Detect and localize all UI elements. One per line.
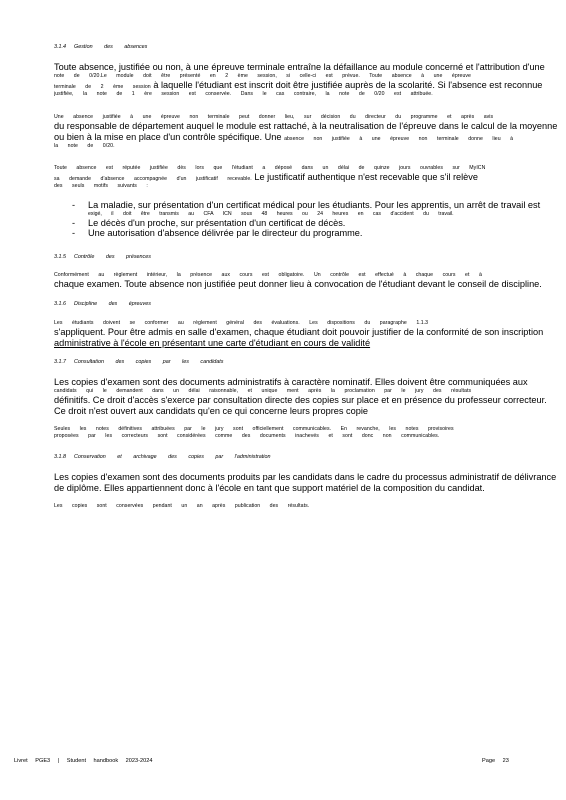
footer-left: Livret PGE3 | Student handbook 2023-2024 (14, 758, 153, 764)
paragraph-presence-control (54, 272, 560, 290)
section-heading-3-1-5: 3.1.5 Contrôle des présences (54, 254, 151, 260)
paragraph-discipline (54, 320, 560, 349)
paragraph-conservation (54, 472, 560, 494)
text-line: Conformément au règlement intérieur, la présence aux cours est obligatoire. Un contrôle est effectué à chaque cours et à (54, 272, 482, 278)
section-title: Gestion des absences (74, 44, 148, 50)
list-item: - Le décès d'un proche, sur présentation d'un certificat de décès. (72, 217, 346, 228)
text-line: Toute absence est réputée justifiée dès lors que l'étudiant a déposé dans un délai de quinze jours ouvrables sur MyICN (54, 165, 486, 171)
text-line: Le justificatif authentique n'est recevable que s'il relève (254, 172, 478, 182)
text-line: définitifs. Ce droit d'accès s'exerce par consultation directe des copies sur place et en présence du professeur correcteur. (54, 395, 547, 405)
text-line: du responsable de département auquel le module est rattaché, à la neutralisation de l'épreuve dans le calcul de la moyenne (54, 121, 558, 131)
text-line: la note de 0/20. (54, 143, 115, 149)
text-line: Une absence justifiée à une épreuve non terminale peut donner lieu, sur décision du directeur du programme et après avis (54, 114, 494, 120)
text-line: terminale de 2 ème session (54, 84, 151, 90)
section-heading-3-1-4 (54, 44, 560, 50)
paragraph-justified-absence (54, 114, 560, 150)
section-heading-3-1-7: 3.1.7 Consultation des copies par les candidats (54, 359, 224, 365)
paragraph-absences (54, 62, 560, 98)
section-heading-3-1-8: 3.1.8 Conservation et archivage des copies par l'administration (54, 454, 271, 460)
justification-list (62, 200, 560, 239)
text-line: absence non justifiée à une épreuve non terminale donne lieu à (284, 136, 514, 142)
paragraph-provisional-grades (54, 426, 560, 440)
text-line: administrative à l'école en présentant une carte d'étudiant en cours de validité (54, 338, 371, 348)
paragraph-exam-copies (54, 377, 560, 417)
text-line: ou bien à la mise en place d'un contrôle spécifique. Une (54, 132, 285, 142)
section-number: 3.1.4 (54, 44, 66, 50)
list-item: - Une autorisation d'absence délivrée par le directeur du programme. (72, 228, 363, 238)
text-line: justifiée, la note de 1 ère session est conservée. Dans le cas contraire, la note de 0/20 est attribuée. (54, 91, 433, 97)
paragraph-destruction (54, 503, 560, 510)
text-line: candidats qui le demandent dans un délai raisonnable, et unique ment après la proclamation par le jury des résultats (54, 388, 472, 394)
text-line: note de 0/20.Le module doit être présenté en 2 ème session, si celle-ci est prévue. Toute absence à une épreuve (54, 73, 471, 79)
text-line: s'appliquent. Pour être admis en salle d'examen, chaque étudiant doit pouvoir justifier de la conformité de son inscription (54, 327, 544, 337)
text-line: Les copies d'examen sont des documents administratifs à caractère nominatif. Elles doivent être communiquées aux (54, 377, 528, 387)
text-line: des seuls motifs suivants : (54, 183, 148, 189)
text-line: proposées par les correcteurs sont considérées comme des documents inachevés et sont donc non communicables. (54, 433, 440, 439)
section-heading-3-1-6: 3.1.6 Discipline des épreuves (54, 301, 151, 307)
text-line: Toute absence, justifiée ou non, à une épreuve terminale entraîne la défaillance au module concerné et l'attribution d'une (54, 62, 545, 72)
list-item: - La maladie, sur présentation d'un certificat médical pour les étudiants. Pour les apprentis, un arrêt de travail est exigé, il doit être transmis au CFA ICN sous 48 heures ou 24 heures en cas d'accident du travail. (72, 200, 541, 217)
text-line: chaque examen. Toute absence non justifiée peut donner lieu à convocation de l'étudiant devant le conseil de discipline. (54, 279, 542, 289)
page-number: Page 23 (482, 758, 509, 764)
text-line: à laquelle l'étudiant est inscrit doit être justifiée auprès de la scolarité. Si l'absence est reconnue (153, 80, 543, 90)
text-line: Seules les notes définitives attribuées par le jury sont officiellement communicables. En revanche, les notes provisoires (54, 426, 454, 432)
text-line: de diplôme. Elles appartiennent donc à l'école en tant que support matériel de la composition du candidat. (54, 483, 485, 493)
text-line: sa demande d'absence accompagnée d'un justificatif recevable. (54, 176, 252, 182)
text-line: Les copies d'examen sont des documents produits par les candidats dans le cadre du processus administratif de délivrance (54, 472, 557, 482)
paragraph-deadline (54, 165, 560, 190)
text-line: Les copies sont conservées pendant un an après publication des résultats. (54, 503, 310, 509)
text-line: Les étudiants doivent se conformer au règlement général des évaluations. Les dispositions du paragraphe 1.1.3 (54, 320, 429, 326)
text-line: Ce droit n'est ouvert aux candidats qu'en ce qui concerne leurs propres copie (54, 406, 369, 416)
